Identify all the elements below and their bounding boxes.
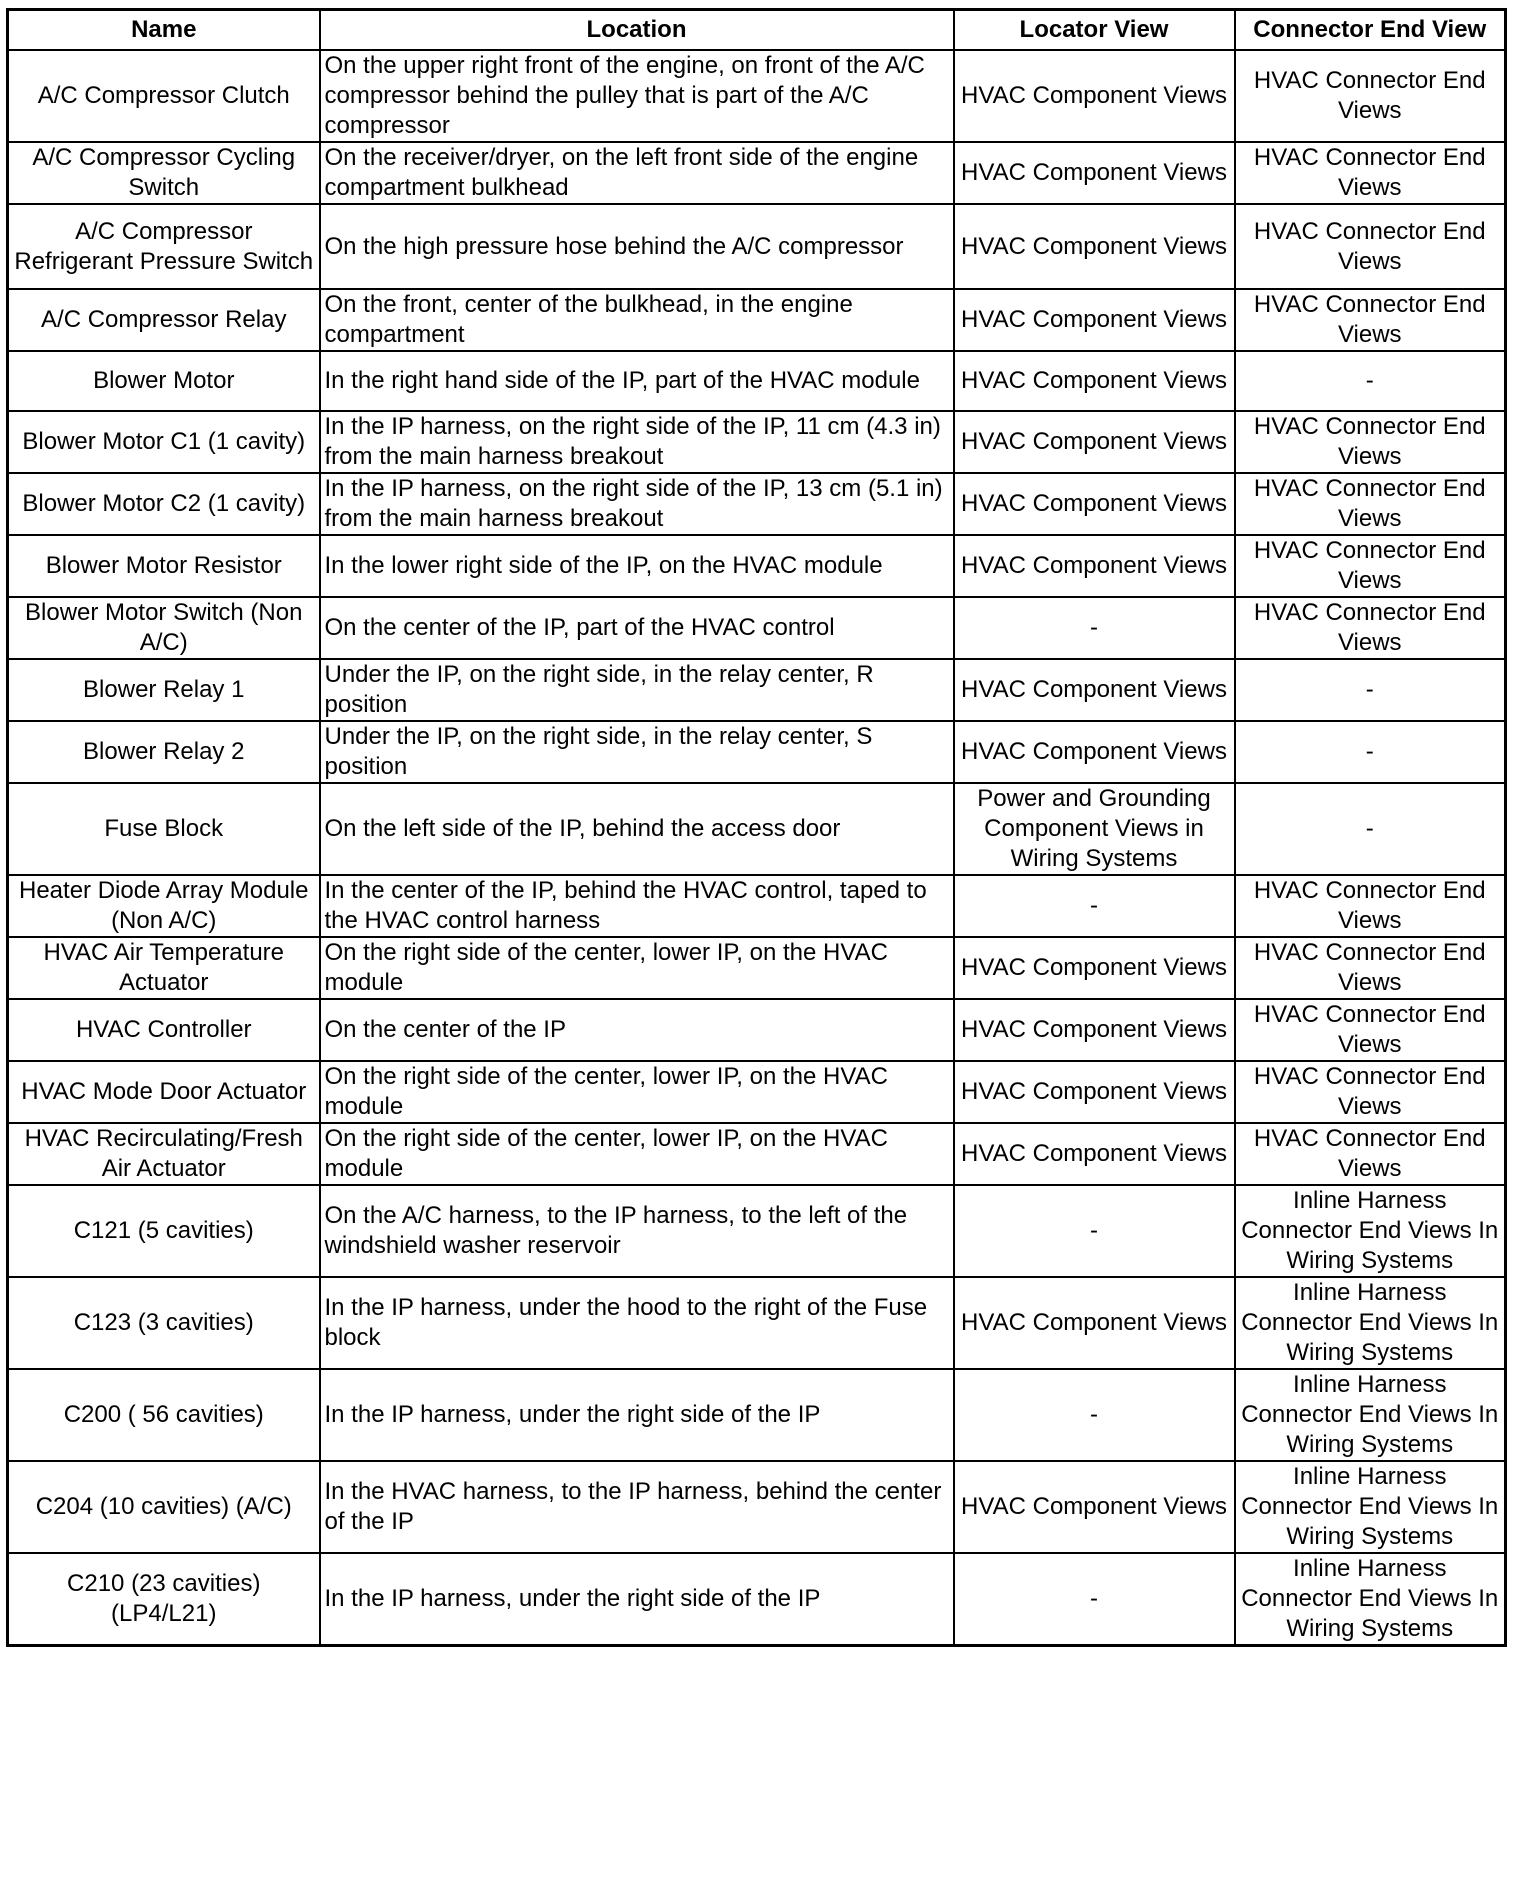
cell-connector-end-view: Inline Harness Connector End Views In Wiring Systems <box>1235 1461 1506 1553</box>
cell-location: On the center of the IP, part of the HVAC control <box>320 597 954 659</box>
cell-location: On the right side of the center, lower IP, on the HVAC module <box>320 1061 954 1123</box>
cell-locator-view: - <box>954 597 1235 659</box>
cell-location: In the IP harness, under the right side of the IP <box>320 1553 954 1646</box>
cell-location: On the high pressure hose behind the A/C compressor <box>320 204 954 289</box>
table-row <box>8 875 1506 937</box>
table-row <box>8 783 1506 875</box>
header-name: Name <box>8 10 320 51</box>
table-row <box>8 597 1506 659</box>
cell-locator-view: HVAC Component Views <box>954 999 1235 1061</box>
cell-locator-view: HVAC Component Views <box>954 1461 1235 1553</box>
cell-location: On the upper right front of the engine, on front of the A/C compressor behind the pulley that is part of the A/C compressor <box>320 50 954 142</box>
cell-location: In the IP harness, on the right side of the IP, 11 cm (4.3 in) from the main harness breakout <box>320 411 954 473</box>
cell-location: On the center of the IP <box>320 999 954 1061</box>
cell-connector-end-view: HVAC Connector End Views <box>1235 411 1506 473</box>
cell-locator-view: HVAC Component Views <box>954 937 1235 999</box>
cell-name: A/C Compressor Cycling Switch <box>8 142 320 204</box>
cell-locator-view: HVAC Component Views <box>954 535 1235 597</box>
cell-connector-end-view: Inline Harness Connector End Views In Wiring Systems <box>1235 1369 1506 1461</box>
cell-name: HVAC Mode Door Actuator <box>8 1061 320 1123</box>
cell-location: Under the IP, on the right side, in the relay center, R position <box>320 659 954 721</box>
cell-connector-end-view: HVAC Connector End Views <box>1235 597 1506 659</box>
cell-name: Blower Motor Resistor <box>8 535 320 597</box>
cell-name: C121 (5 cavities) <box>8 1185 320 1277</box>
table-row <box>8 721 1506 783</box>
cell-name: A/C Compressor Relay <box>8 289 320 351</box>
table-row <box>8 1461 1506 1553</box>
cell-locator-view: HVAC Component Views <box>954 289 1235 351</box>
cell-location: In the IP harness, on the right side of the IP, 13 cm (5.1 in) from the main harness breakout <box>320 473 954 535</box>
cell-locator-view: HVAC Component Views <box>954 1277 1235 1369</box>
cell-name: Blower Motor <box>8 351 320 411</box>
cell-locator-view: HVAC Component Views <box>954 50 1235 142</box>
table-row <box>8 1061 1506 1123</box>
table-row <box>8 411 1506 473</box>
table-row <box>8 351 1506 411</box>
cell-name: Blower Motor Switch (Non A/C) <box>8 597 320 659</box>
cell-name: Fuse Block <box>8 783 320 875</box>
table-row <box>8 204 1506 289</box>
header-locator-view: Locator View <box>954 10 1235 51</box>
table-row <box>8 1369 1506 1461</box>
cell-name: C123 (3 cavities) <box>8 1277 320 1369</box>
cell-locator-view: HVAC Component Views <box>954 142 1235 204</box>
cell-connector-end-view: - <box>1235 721 1506 783</box>
cell-name: HVAC Air Temperature Actuator <box>8 937 320 999</box>
cell-locator-view: Power and Grounding Component Views in Wiring Systems <box>954 783 1235 875</box>
cell-connector-end-view: - <box>1235 659 1506 721</box>
cell-name: Blower Motor C1 (1 cavity) <box>8 411 320 473</box>
cell-connector-end-view: HVAC Connector End Views <box>1235 204 1506 289</box>
table-body <box>8 50 1506 1646</box>
cell-location: In the HVAC harness, to the IP harness, behind the center of the IP <box>320 1461 954 1553</box>
cell-locator-view: HVAC Component Views <box>954 1123 1235 1185</box>
cell-location: On the front, center of the bulkhead, in the engine compartment <box>320 289 954 351</box>
cell-location: On the right side of the center, lower IP, on the HVAC module <box>320 1123 954 1185</box>
table-row <box>8 289 1506 351</box>
cell-name: C204 (10 cavities) (A/C) <box>8 1461 320 1553</box>
header-row <box>8 10 1506 51</box>
cell-locator-view: HVAC Component Views <box>954 721 1235 783</box>
cell-connector-end-view: Inline Harness Connector End Views In Wiring Systems <box>1235 1277 1506 1369</box>
component-locator-table <box>6 8 1507 1647</box>
cell-name: HVAC Recirculating/Fresh Air Actuator <box>8 1123 320 1185</box>
cell-connector-end-view: Inline Harness Connector End Views In Wiring Systems <box>1235 1185 1506 1277</box>
cell-connector-end-view: - <box>1235 351 1506 411</box>
cell-locator-view: - <box>954 1369 1235 1461</box>
cell-locator-view: - <box>954 875 1235 937</box>
table-row <box>8 1277 1506 1369</box>
cell-locator-view: - <box>954 1185 1235 1277</box>
cell-locator-view: HVAC Component Views <box>954 204 1235 289</box>
table-row <box>8 1185 1506 1277</box>
cell-connector-end-view: HVAC Connector End Views <box>1235 50 1506 142</box>
cell-location: On the left side of the IP, behind the access door <box>320 783 954 875</box>
cell-location: In the right hand side of the IP, part of the HVAC module <box>320 351 954 411</box>
cell-connector-end-view: HVAC Connector End Views <box>1235 875 1506 937</box>
cell-name: A/C Compressor Refrigerant Pressure Switch <box>8 204 320 289</box>
cell-name: C210 (23 cavities) (LP4/L21) <box>8 1553 320 1646</box>
cell-name: A/C Compressor Clutch <box>8 50 320 142</box>
cell-location: In the IP harness, under the right side of the IP <box>320 1369 954 1461</box>
cell-name: Blower Relay 1 <box>8 659 320 721</box>
cell-location: On the A/C harness, to the IP harness, to the left of the windshield washer reservoir <box>320 1185 954 1277</box>
header-location: Location <box>320 10 954 51</box>
table-row <box>8 999 1506 1061</box>
cell-connector-end-view: HVAC Connector End Views <box>1235 289 1506 351</box>
table-row <box>8 659 1506 721</box>
table-row <box>8 50 1506 142</box>
cell-connector-end-view: HVAC Connector End Views <box>1235 142 1506 204</box>
cell-name: Blower Motor C2 (1 cavity) <box>8 473 320 535</box>
table-row <box>8 937 1506 999</box>
table-row <box>8 1123 1506 1185</box>
cell-connector-end-view: HVAC Connector End Views <box>1235 1061 1506 1123</box>
cell-connector-end-view: HVAC Connector End Views <box>1235 999 1506 1061</box>
cell-location: On the right side of the center, lower IP, on the HVAC module <box>320 937 954 999</box>
table-row <box>8 142 1506 204</box>
cell-connector-end-view: HVAC Connector End Views <box>1235 473 1506 535</box>
cell-locator-view: HVAC Component Views <box>954 659 1235 721</box>
cell-connector-end-view: Inline Harness Connector End Views In Wiring Systems <box>1235 1553 1506 1646</box>
cell-locator-view: HVAC Component Views <box>954 351 1235 411</box>
cell-location: On the receiver/dryer, on the left front side of the engine compartment bulkhead <box>320 142 954 204</box>
header-connector-end-view: Connector End View <box>1235 10 1506 51</box>
cell-locator-view: HVAC Component Views <box>954 473 1235 535</box>
cell-locator-view: HVAC Component Views <box>954 1061 1235 1123</box>
cell-name: C200 ( 56 cavities) <box>8 1369 320 1461</box>
cell-name: Blower Relay 2 <box>8 721 320 783</box>
cell-connector-end-view: HVAC Connector End Views <box>1235 937 1506 999</box>
cell-connector-end-view: - <box>1235 783 1506 875</box>
cell-name: Heater Diode Array Module (Non A/C) <box>8 875 320 937</box>
table-row <box>8 473 1506 535</box>
cell-connector-end-view: HVAC Connector End Views <box>1235 535 1506 597</box>
table-row <box>8 535 1506 597</box>
cell-location: Under the IP, on the right side, in the relay center, S position <box>320 721 954 783</box>
cell-location: In the center of the IP, behind the HVAC control, taped to the HVAC control harness <box>320 875 954 937</box>
cell-locator-view: HVAC Component Views <box>954 411 1235 473</box>
cell-locator-view: - <box>954 1553 1235 1646</box>
cell-connector-end-view: HVAC Connector End Views <box>1235 1123 1506 1185</box>
cell-location: In the IP harness, under the hood to the right of the Fuse block <box>320 1277 954 1369</box>
cell-location: In the lower right side of the IP, on the HVAC module <box>320 535 954 597</box>
table-row <box>8 1553 1506 1646</box>
cell-name: HVAC Controller <box>8 999 320 1061</box>
